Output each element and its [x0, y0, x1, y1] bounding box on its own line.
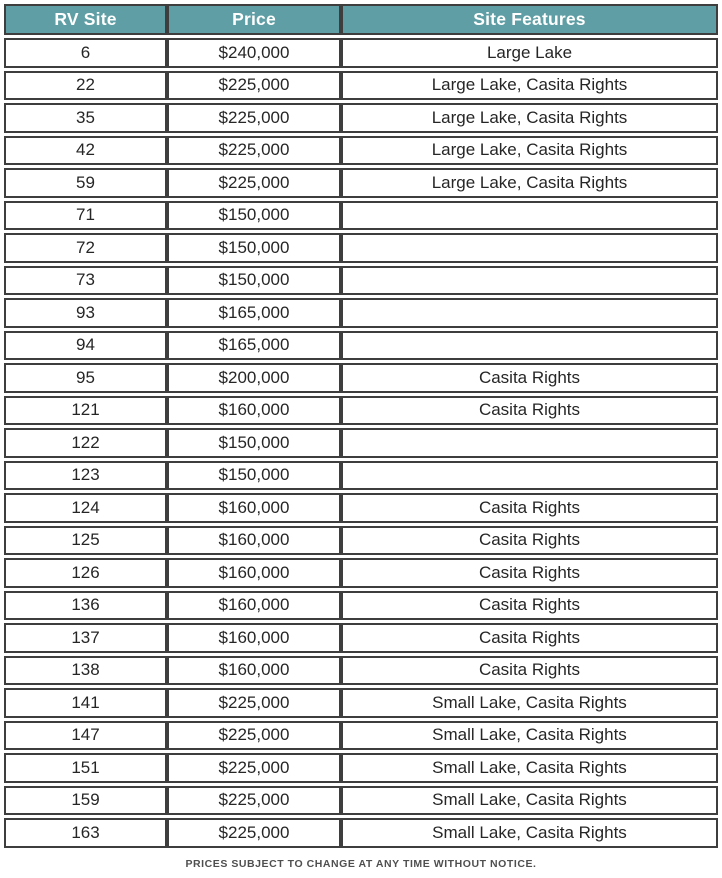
table-row [4, 38, 718, 68]
table-row [4, 266, 718, 296]
price-disclaimer-text: PRICES SUBJECT TO CHANGE AT ANY TIME WITHOUT NOTICE. [185, 857, 537, 870]
rv-site-cell: 121 [4, 396, 167, 426]
price-cell: $160,000 [167, 623, 341, 653]
price-cell: $225,000 [167, 71, 341, 101]
rv-site-cell: 122 [4, 428, 167, 458]
site-features-cell: Casita Rights [341, 591, 718, 621]
rv-site-cell: 137 [4, 623, 167, 653]
price-cell: $160,000 [167, 656, 341, 686]
price-cell: $160,000 [167, 396, 341, 426]
price-cell: $150,000 [167, 461, 341, 491]
site-features-cell: Casita Rights [341, 396, 718, 426]
table-row [4, 753, 718, 783]
table-row [4, 396, 718, 426]
price-cell: $200,000 [167, 363, 341, 393]
price-cell: $225,000 [167, 786, 341, 816]
table-row [4, 428, 718, 458]
rv-site-cell: 93 [4, 298, 167, 328]
price-cell: $150,000 [167, 266, 341, 296]
rv-site-cell: 72 [4, 233, 167, 263]
site-features-cell: Casita Rights [341, 623, 718, 653]
table-row [4, 526, 718, 556]
site-features-cell: Large Lake [341, 38, 718, 68]
rv-site-cell: 22 [4, 71, 167, 101]
table-row [4, 591, 718, 621]
price-cell: $150,000 [167, 233, 341, 263]
price-cell: $225,000 [167, 688, 341, 718]
price-cell: $225,000 [167, 818, 341, 848]
price-cell: $225,000 [167, 721, 341, 751]
table-row [4, 461, 718, 491]
price-cell: $160,000 [167, 558, 341, 588]
rv-site-cell: 95 [4, 363, 167, 393]
table-row [4, 688, 718, 718]
table-row [4, 818, 718, 848]
site-features-cell: Large Lake, Casita Rights [341, 136, 718, 166]
site-features-cell [341, 298, 718, 328]
rv-site-cell: 136 [4, 591, 167, 621]
site-features-cell: Casita Rights [341, 558, 718, 588]
rv-site-cell: 126 [4, 558, 167, 588]
price-cell: $225,000 [167, 136, 341, 166]
price-cell: $150,000 [167, 201, 341, 231]
site-features-cell: Casita Rights [341, 493, 718, 523]
site-features-cell [341, 331, 718, 361]
table-row [4, 786, 718, 816]
column-header-rv-site: RV Site [4, 4, 167, 35]
header-row [4, 4, 718, 35]
rv-site-price-table [4, 1, 718, 851]
table-row [4, 136, 718, 166]
site-features-cell: Large Lake, Casita Rights [341, 71, 718, 101]
site-features-cell: Casita Rights [341, 363, 718, 393]
rv-site-cell: 59 [4, 168, 167, 198]
rv-site-cell: 138 [4, 656, 167, 686]
table-row [4, 71, 718, 101]
table-row [4, 623, 718, 653]
price-cell: $150,000 [167, 428, 341, 458]
rv-site-cell: 42 [4, 136, 167, 166]
site-features-cell: Small Lake, Casita Rights [341, 818, 718, 848]
rv-site-cell: 147 [4, 721, 167, 751]
column-header-site-features: Site Features [341, 4, 718, 35]
site-features-cell [341, 201, 718, 231]
site-features-cell: Small Lake, Casita Rights [341, 786, 718, 816]
price-cell: $160,000 [167, 591, 341, 621]
price-cell: $225,000 [167, 753, 341, 783]
site-features-cell: Casita Rights [341, 526, 718, 556]
site-features-cell [341, 461, 718, 491]
price-cell: $225,000 [167, 103, 341, 133]
table-row [4, 363, 718, 393]
site-features-cell: Large Lake, Casita Rights [341, 168, 718, 198]
table-header [4, 4, 718, 35]
price-cell: $165,000 [167, 331, 341, 361]
table-row [4, 201, 718, 231]
table-row [4, 558, 718, 588]
rv-site-cell: 125 [4, 526, 167, 556]
rv-site-cell: 124 [4, 493, 167, 523]
table-row [4, 298, 718, 328]
rv-site-cell: 73 [4, 266, 167, 296]
site-features-cell: Small Lake, Casita Rights [341, 688, 718, 718]
rv-site-cell: 159 [4, 786, 167, 816]
column-header-price: Price [167, 4, 341, 35]
table-row [4, 233, 718, 263]
rv-site-cell: 6 [4, 38, 167, 68]
price-cell: $160,000 [167, 526, 341, 556]
table-row [4, 168, 718, 198]
site-features-cell [341, 233, 718, 263]
rv-site-cell: 71 [4, 201, 167, 231]
table-body [4, 38, 718, 848]
table-row [4, 103, 718, 133]
site-features-cell: Large Lake, Casita Rights [341, 103, 718, 133]
price-cell: $225,000 [167, 168, 341, 198]
site-features-cell [341, 428, 718, 458]
site-features-cell: Casita Rights [341, 656, 718, 686]
table-row [4, 493, 718, 523]
site-features-cell [341, 266, 718, 296]
table-row [4, 331, 718, 361]
rv-site-cell: 151 [4, 753, 167, 783]
rv-site-cell: 141 [4, 688, 167, 718]
table-row [4, 656, 718, 686]
price-cell: $240,000 [167, 38, 341, 68]
price-cell: $165,000 [167, 298, 341, 328]
rv-site-cell: 163 [4, 818, 167, 848]
table-row [4, 721, 718, 751]
price-cell: $160,000 [167, 493, 341, 523]
rv-site-cell: 123 [4, 461, 167, 491]
rv-site-cell: 35 [4, 103, 167, 133]
site-features-cell: Small Lake, Casita Rights [341, 753, 718, 783]
rv-site-cell: 94 [4, 331, 167, 361]
site-features-cell: Small Lake, Casita Rights [341, 721, 718, 751]
